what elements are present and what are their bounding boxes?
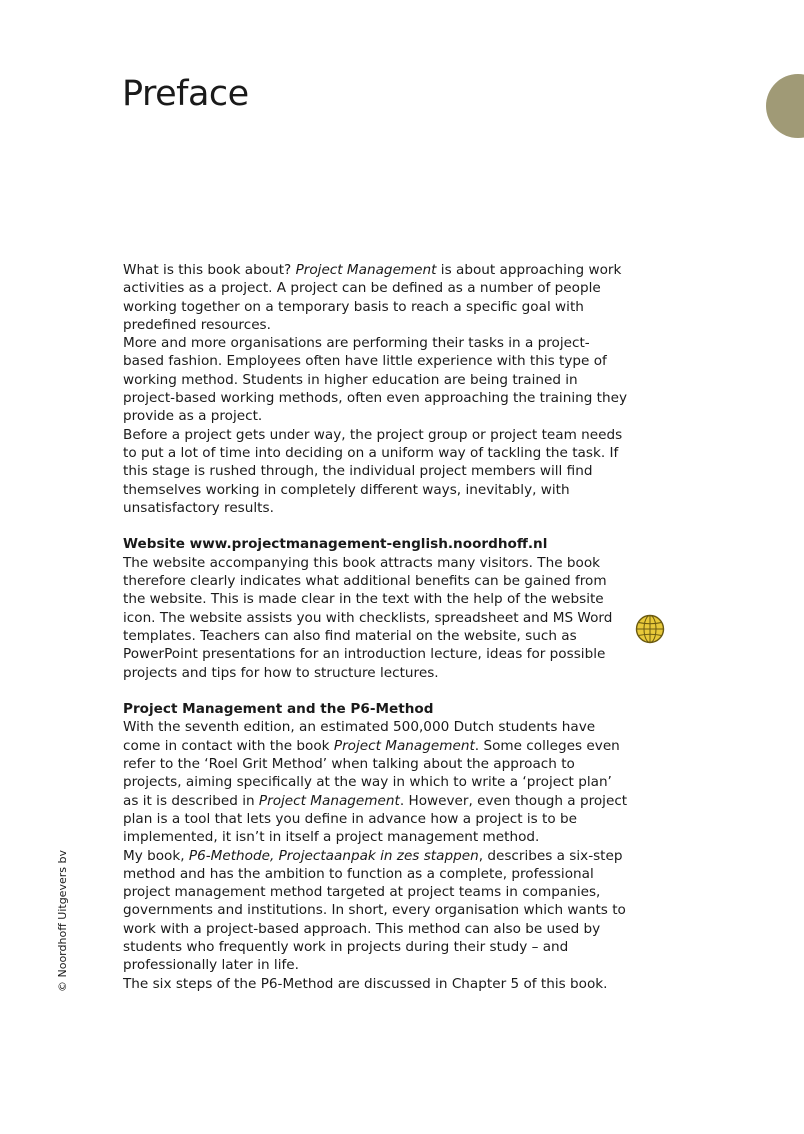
page-title: Preface <box>122 74 249 114</box>
copyright-notice: © Noordhoff Uitgevers bv <box>56 850 69 992</box>
chapter-tab <box>766 74 804 138</box>
intro-paragraph-2: More and more organisations are performing their tasks in a project-based fashion. Employees often have little experience with this type of working method. Students in higher education are being trained in project-based working methods, often even approaching the training they provide as a project. <box>123 335 628 425</box>
body-text <box>123 261 628 993</box>
website-heading: Website www.projectmanagement-english.noordhoff.nl <box>123 536 548 553</box>
globe-icon <box>635 614 665 644</box>
intro-paragraph-3: Before a project gets under way, the project group or project team needs to put a lot of time into deciding on a uniform way of tackling the task. If this stage is rushed through, the individual project members will find themselves working in completely different ways, inevitably, with unsatisfactory results. <box>123 426 623 516</box>
p6-paragraph-1: With the seventh edition, an estimated 500,000 Dutch students have come in contact with the book Project Management. Some colleges even refer to the ‘Roel Grit Method’ when talking about the approach to projects, aiming specifically at the way in which to write a ‘project plan’ as it is described in Project Management. However, even though a project plan is a tool that lets you define in advance how a project is to be implemented, it isn’t in itself a project management method. <box>123 719 628 846</box>
intro-paragraph-1: What is this book about? Project Management is about approaching work activities as a project. A project can be defined as a number of people working together on a temporary basis to reach a specific goal with predefined resources. <box>123 262 622 333</box>
website-paragraph: The website accompanying this book attracts many visitors. The book therefore clearly indicates what additional benefits can be gained from the website. This is made clear in the text with the help of the website icon. The website assists you with checklists, spreadsheet and MS Word templates. Teachers can also find material on the website, such as PowerPoint presentations for an introduction lecture, ideas for possible projects and tips for how to structure lectures. <box>123 554 613 681</box>
p6-paragraph-3: The six steps of the P6-Method are discussed in Chapter 5 of this book. <box>123 975 608 992</box>
p6-paragraph-2: My book, P6-Methode, Projectaanpak in zes stappen, describes a six-step method and has the ambition to function as a complete, professional project management method targeted at project teams in companies, governments and institutions. In short, every organisation which wants to work with a project-based approach. This method can also be used by students who frequently work in projects during their study – and professionally later in life. <box>123 847 626 974</box>
p6-heading: Project Management and the P6-Method <box>123 701 434 718</box>
